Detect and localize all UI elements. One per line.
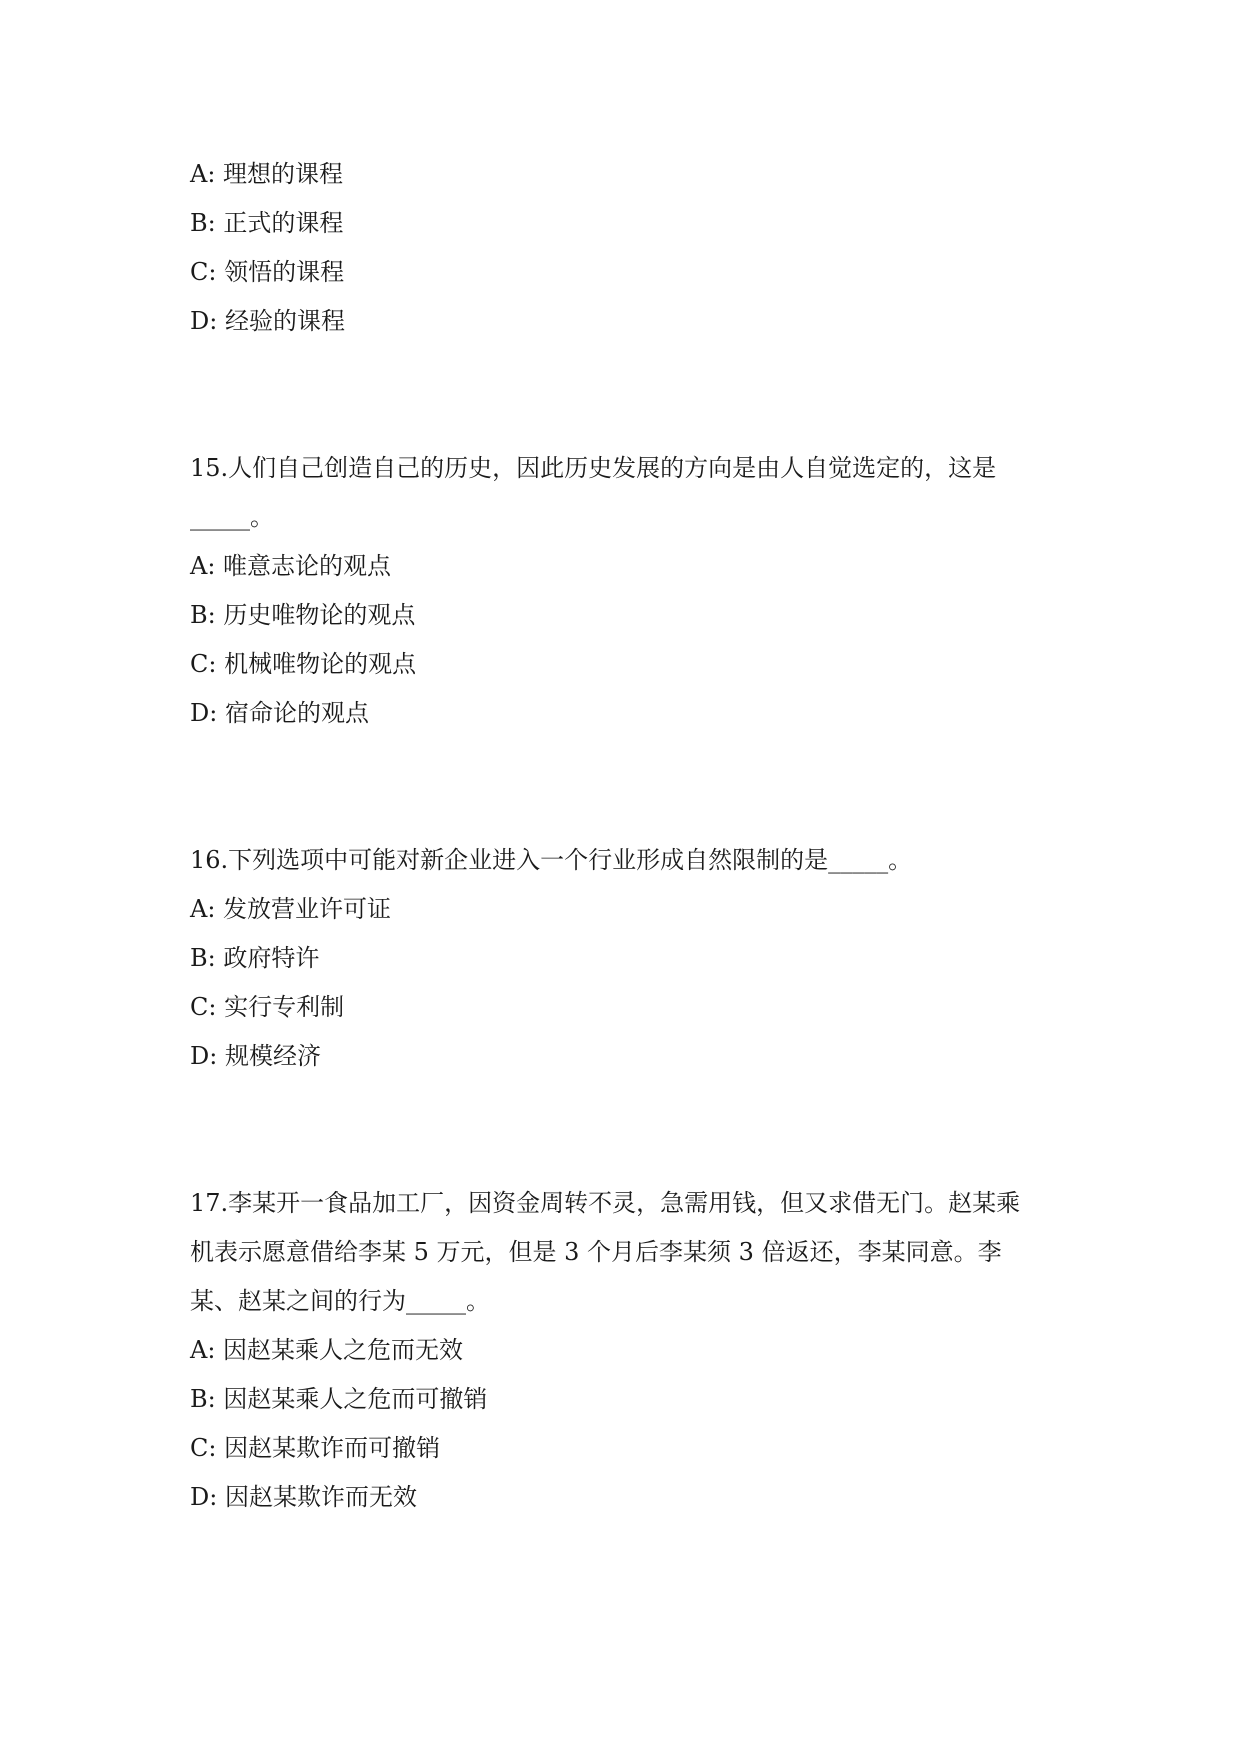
q17-stem-line-1: 17.李某开一食品加工厂，因资金周转不灵，急需用钱，但又求借无门。赵某乘 [190,1189,1021,1217]
q17-stem-line-2: 机表示愿意借给李某 5 万元，但是 3 个月后李某须 3 倍返还，李某同意。李 [190,1238,1002,1266]
q17-option-b: B: 因赵某乘人之危而可撤销 [190,1385,488,1413]
q14-option-a: A: 理想的课程 [190,160,344,188]
q17-option-a: A: 因赵某乘人之危而无效 [190,1336,464,1364]
q14-option-c: C: 领悟的课程 [190,258,345,286]
q15-option-a: A: 唯意志论的观点 [190,552,392,580]
q17-option-d: D: 因赵某欺诈而无效 [190,1483,417,1511]
q16-option-a: A: 发放营业许可证 [190,895,392,923]
q16-option-d: D: 规模经济 [190,1042,321,1070]
q14-option-b: B: 正式的课程 [190,209,344,237]
q15-stem-line-1: 15.人们自己创造自己的历史，因此历史发展的方向是由人自觉选定的，这是 [190,454,997,482]
q17-option-c: C: 因赵某欺诈而可撤销 [190,1434,441,1462]
q15-option-b: B: 历史唯物论的观点 [190,601,416,629]
q15-stem-line-2: _____。 [190,503,274,531]
q15-option-c: C: 机械唯物论的观点 [190,650,417,678]
q16-option-c: C: 实行专利制 [190,993,345,1021]
q15-option-d: D: 宿命论的观点 [190,699,369,727]
q16-stem-line-1: 16.下列选项中可能对新企业进入一个行业形成自然限制的是_____。 [190,846,913,874]
q16-option-b: B: 政府特许 [190,944,320,972]
q14-option-d: D: 经验的课程 [190,307,345,335]
q17-stem-line-3: 某、赵某之间的行为_____。 [190,1287,490,1315]
